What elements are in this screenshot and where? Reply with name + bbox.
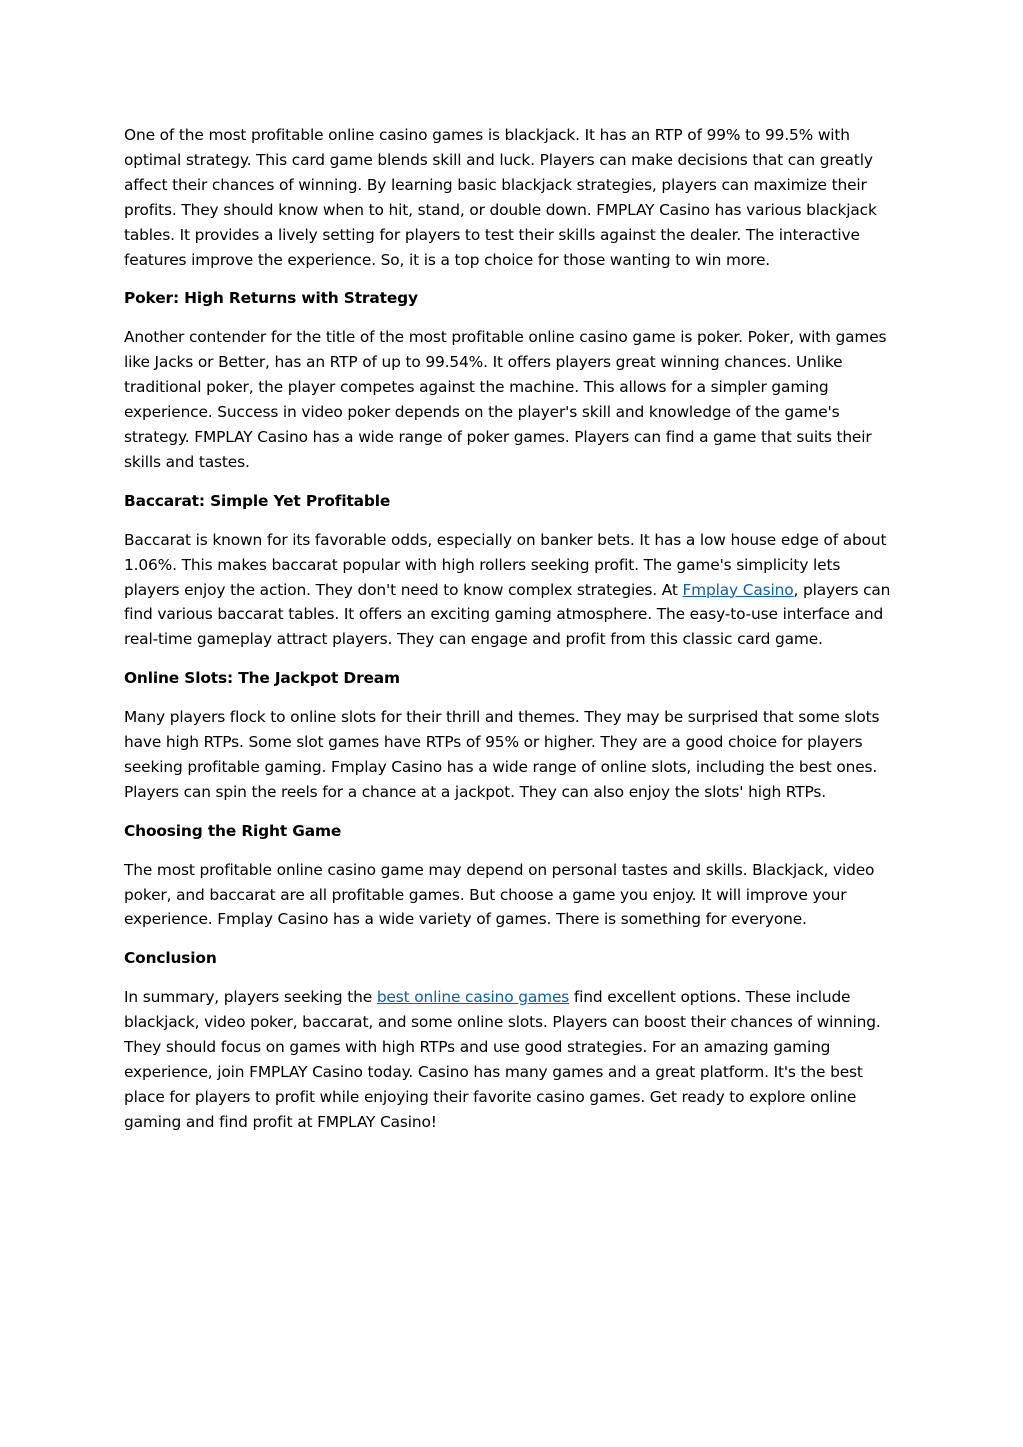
conclusion-text-after-link: find excellent options. These include blackjack, video poker, baccarat, and some online slots. Players can boost their chances of winning. They should focus on games with high RTPs and use good strategies. For an amazing gaming experience, join FMPLAY Casino today. Casino has many games and a great platform. It's the best place for players to profit while enjoying their favorite casino games. Get ready to explore online gaming and find profit at FMPLAY Casino! (124, 988, 881, 1131)
baccarat-heading: Baccarat: Simple Yet Profitable (124, 491, 391, 510)
conclusion-paragraph (124, 985, 899, 1134)
baccarat-text-after-link: , players can find various baccarat tables. It offers an exciting gaming atmosphere. The easy-to-use interface and real-time gameplay attract players. They can engage and profit from this classic card game. (124, 580, 891, 649)
conclusion-heading: Conclusion (124, 949, 217, 968)
baccarat-text-before-link: Baccarat is known for its favorable odds, especially on banker bets. It has a low house edge of about 1.06%. This makes baccarat popular with high rollers seeking profit. The game's simplicity lets players enjoy the action. They don't need to know complex strategies. At (124, 530, 887, 599)
choosing-heading: Choosing the Right Game (124, 821, 342, 840)
fmplay-casino-link[interactable]: Fmplay Casino (682, 580, 794, 599)
choosing-paragraph: The most profitable online casino game may depend on personal tastes and skills. Blackjack, video poker, and baccarat are all profitable games. But choose a game you enjoy. It will improve your experience. Fmplay Casino has a wide variety of games. There is something for everyone. (124, 860, 875, 929)
slots-paragraph: Many players flock to online slots for their thrill and themes. They may be surprised that some slots have high RTPs. Some slot games have RTPs of 95% or higher. They are a good choice for players seeking profitable gaming. Fmplay Casino has a wide range of online slots, including the best ones. Players can spin the reels for a chance at a jackpot. They can also enjoy the slots' high RTPs. (124, 708, 880, 801)
poker-heading: Poker: High Returns with Strategy (124, 289, 418, 308)
conclusion-text-before-link: In summary, players seeking the (124, 988, 377, 1007)
document-body (124, 123, 899, 1149)
blackjack-paragraph: One of the most profitable online casino games is blackjack. It has an RTP of 99% to 99.5% with optimal strategy. This card game blends skill and luck. Players can make decisions that can greatly affect their chances of winning. By learning basic blackjack strategies, players can maximize their profits. They should know when to hit, stand, or double down. FMPLAY Casino has various blackjack tables. It provides a lively setting for players to test their skills against the dealer. The interactive features improve the experience. So, it is a top choice for those wanting to win more. (124, 126, 877, 269)
baccarat-paragraph (124, 528, 899, 653)
best-online-casino-games-link[interactable]: best online casino games (376, 988, 570, 1007)
poker-paragraph: Another contender for the title of the most profitable online casino game is poker. Poker, with games like Jacks or Better, has an RTP of up to 99.54%. It offers players great winning chances. Unlike traditional poker, the player competes against the machine. This allows for a simpler gaming experience. Success in video poker depends on the player's skill and knowledge of the game's strategy. FMPLAY Casino has a wide range of poker games. Players can find a game that suits their skills and tastes. (124, 328, 887, 471)
slots-heading: Online Slots: The Jackpot Dream (124, 669, 400, 688)
